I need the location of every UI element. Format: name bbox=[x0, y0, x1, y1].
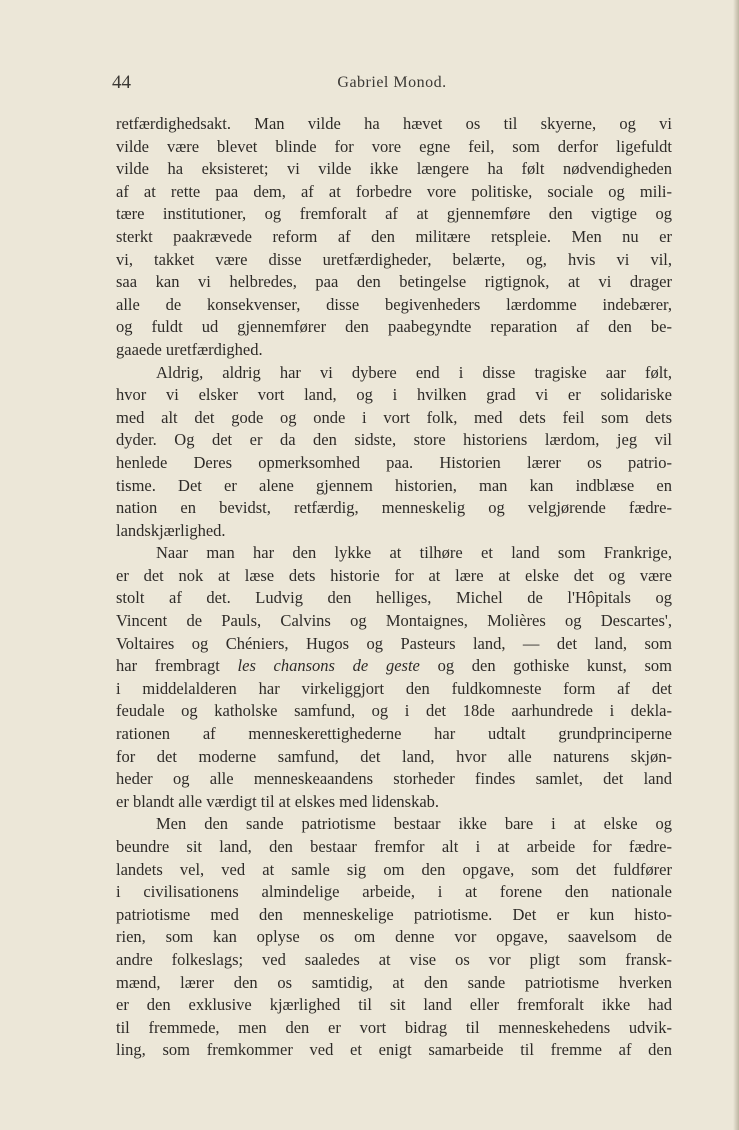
text-line: til fremmede, men den er vort bidrag til menneskehedens udvik- bbox=[116, 1017, 672, 1037]
text-line: af at rette paa dem, af at forbedre vore politiske, sociale og mili- bbox=[116, 181, 672, 201]
running-head: Gabriel Monod. bbox=[337, 74, 447, 91]
text-line: tære institutioner, og fremforalt af at gjennemføre den vigtige og bbox=[116, 204, 672, 224]
text-line: heder og alle menneskeaandens storheder findes samlet, det land bbox=[116, 769, 672, 789]
text-line: i civilisationens almindelige arbeide, i at forene den nationale bbox=[116, 882, 672, 902]
text-line: for det moderne samfund, det land, hvor alle naturens skjøn- bbox=[116, 746, 672, 766]
text-line: er blandt alle værdigt til at elskes med lidenskab. bbox=[116, 791, 440, 811]
text-line: med alt det gode og onde i vort folk, med dets feil som dets bbox=[116, 407, 672, 427]
text-segment: og den gothiske kunst, som bbox=[437, 656, 672, 676]
text-line: nation en bevidst, retfærdig, menneskelig og velgjørende fædre- bbox=[116, 498, 672, 518]
text-line: vilde være blevet blinde for vore egne feil, som derfor ligefuldt bbox=[116, 136, 672, 156]
text-line: mænd, lærer den os samtidig, at den sande patriotisme hverken bbox=[116, 972, 672, 992]
text-line: sterkt paakrævede reform af den militære retspleie. Men nu er bbox=[116, 226, 672, 246]
text-line: er det nok at læse dets historie for at lære at elske det og være bbox=[116, 565, 672, 585]
text-line: andre folkeslags; ved saaledes at vise os vor pligt som fransk- bbox=[116, 949, 672, 969]
italic-title: les chansons de geste bbox=[237, 656, 420, 676]
text-line: vilde ha eksisteret; vi vilde ikke længere ha følt nødvendigheden bbox=[116, 159, 672, 179]
text-line: landets vel, ved at samle sig om den opgave, som det fuldfører bbox=[116, 859, 672, 879]
text-line: Voltaires og Chéniers, Hugos og Pasteurs land, — det land, som bbox=[116, 633, 672, 653]
text-line: landskjærlighed. bbox=[116, 520, 226, 540]
text-line: er den exklusive kjærlighed til sit land eller fremforalt ikke had bbox=[116, 995, 672, 1015]
text-line: henlede Deres opmerksomhed paa. Historien lærer os patrio- bbox=[116, 452, 672, 472]
text-line: Vincent de Pauls, Calvins og Montaignes, Molières og Descartes', bbox=[116, 611, 672, 631]
text-line: ling, som fremkommer ved et enigt samarbeide til fremme af den bbox=[116, 1040, 672, 1060]
text-line: gaaede uretfærdighed. bbox=[116, 339, 263, 359]
text-line: dyder. Og det er da den sidste, store historiens lærdom, jeg vil bbox=[116, 430, 672, 450]
paragraph-start: Naar man har den lykke at tilhøre et land som Frankrige, bbox=[156, 543, 672, 563]
text-segment: har frembragt bbox=[116, 656, 220, 676]
text-line: hvor vi elsker vort land, og i hvilken grad vi er solidariske bbox=[116, 385, 672, 405]
text-line-with-italic bbox=[116, 655, 672, 678]
text-line: saa kan vi helbredes, paa den betingelse rigtignok, at vi drager bbox=[116, 272, 672, 292]
page-number: 44 bbox=[112, 72, 131, 93]
text-line: vi, takket være disse uretfærdigheder, belærte, og, hvis vi vil, bbox=[116, 249, 672, 269]
text-line: beundre sit land, den bestaar fremfor alt i at arbeide for fædre- bbox=[116, 837, 672, 856]
text-line: patriotisme med den menneskelige patriotisme. Det er kun histo- bbox=[116, 904, 672, 924]
paragraph-start: Aldrig, aldrig har vi dybere end i disse tragiske aar følt, bbox=[156, 362, 672, 382]
text-line: feudale og katholske samfund, og i det 18de aarhundrede i dekla- bbox=[116, 701, 672, 721]
text-line: tisme. Det er alene gjennem historien, man kan indblæse en bbox=[116, 475, 672, 495]
paragraph-start: Men den sande patriotisme bestaar ikke bare i at elske og bbox=[156, 814, 672, 834]
text-line: stolt af det. Ludvig den helliges, Michel de l'Hôpitals og bbox=[116, 588, 672, 608]
text-line: i middelalderen har virkeliggjort den fuldkomneste form af det bbox=[116, 678, 672, 698]
text-line: alle de konsekvenser, disse begivenheders lærdomme indebærer, bbox=[116, 294, 672, 314]
page-header bbox=[112, 72, 672, 96]
text-line: rationen af menneskerettighederne har udtalt grundprinciperne bbox=[116, 724, 672, 744]
text-line: retfærdighedsakt. Man vilde ha hævet os til skyerne, og vi bbox=[116, 114, 672, 133]
text-line: og fuldt ud gjennemfører den paabegyndte reparation af den be- bbox=[116, 317, 672, 337]
body-text bbox=[116, 113, 672, 1062]
text-line: rien, som kan oplyse os om denne vor opgave, saavelsom de bbox=[116, 927, 672, 947]
page-edge-shadow bbox=[733, 0, 739, 1130]
